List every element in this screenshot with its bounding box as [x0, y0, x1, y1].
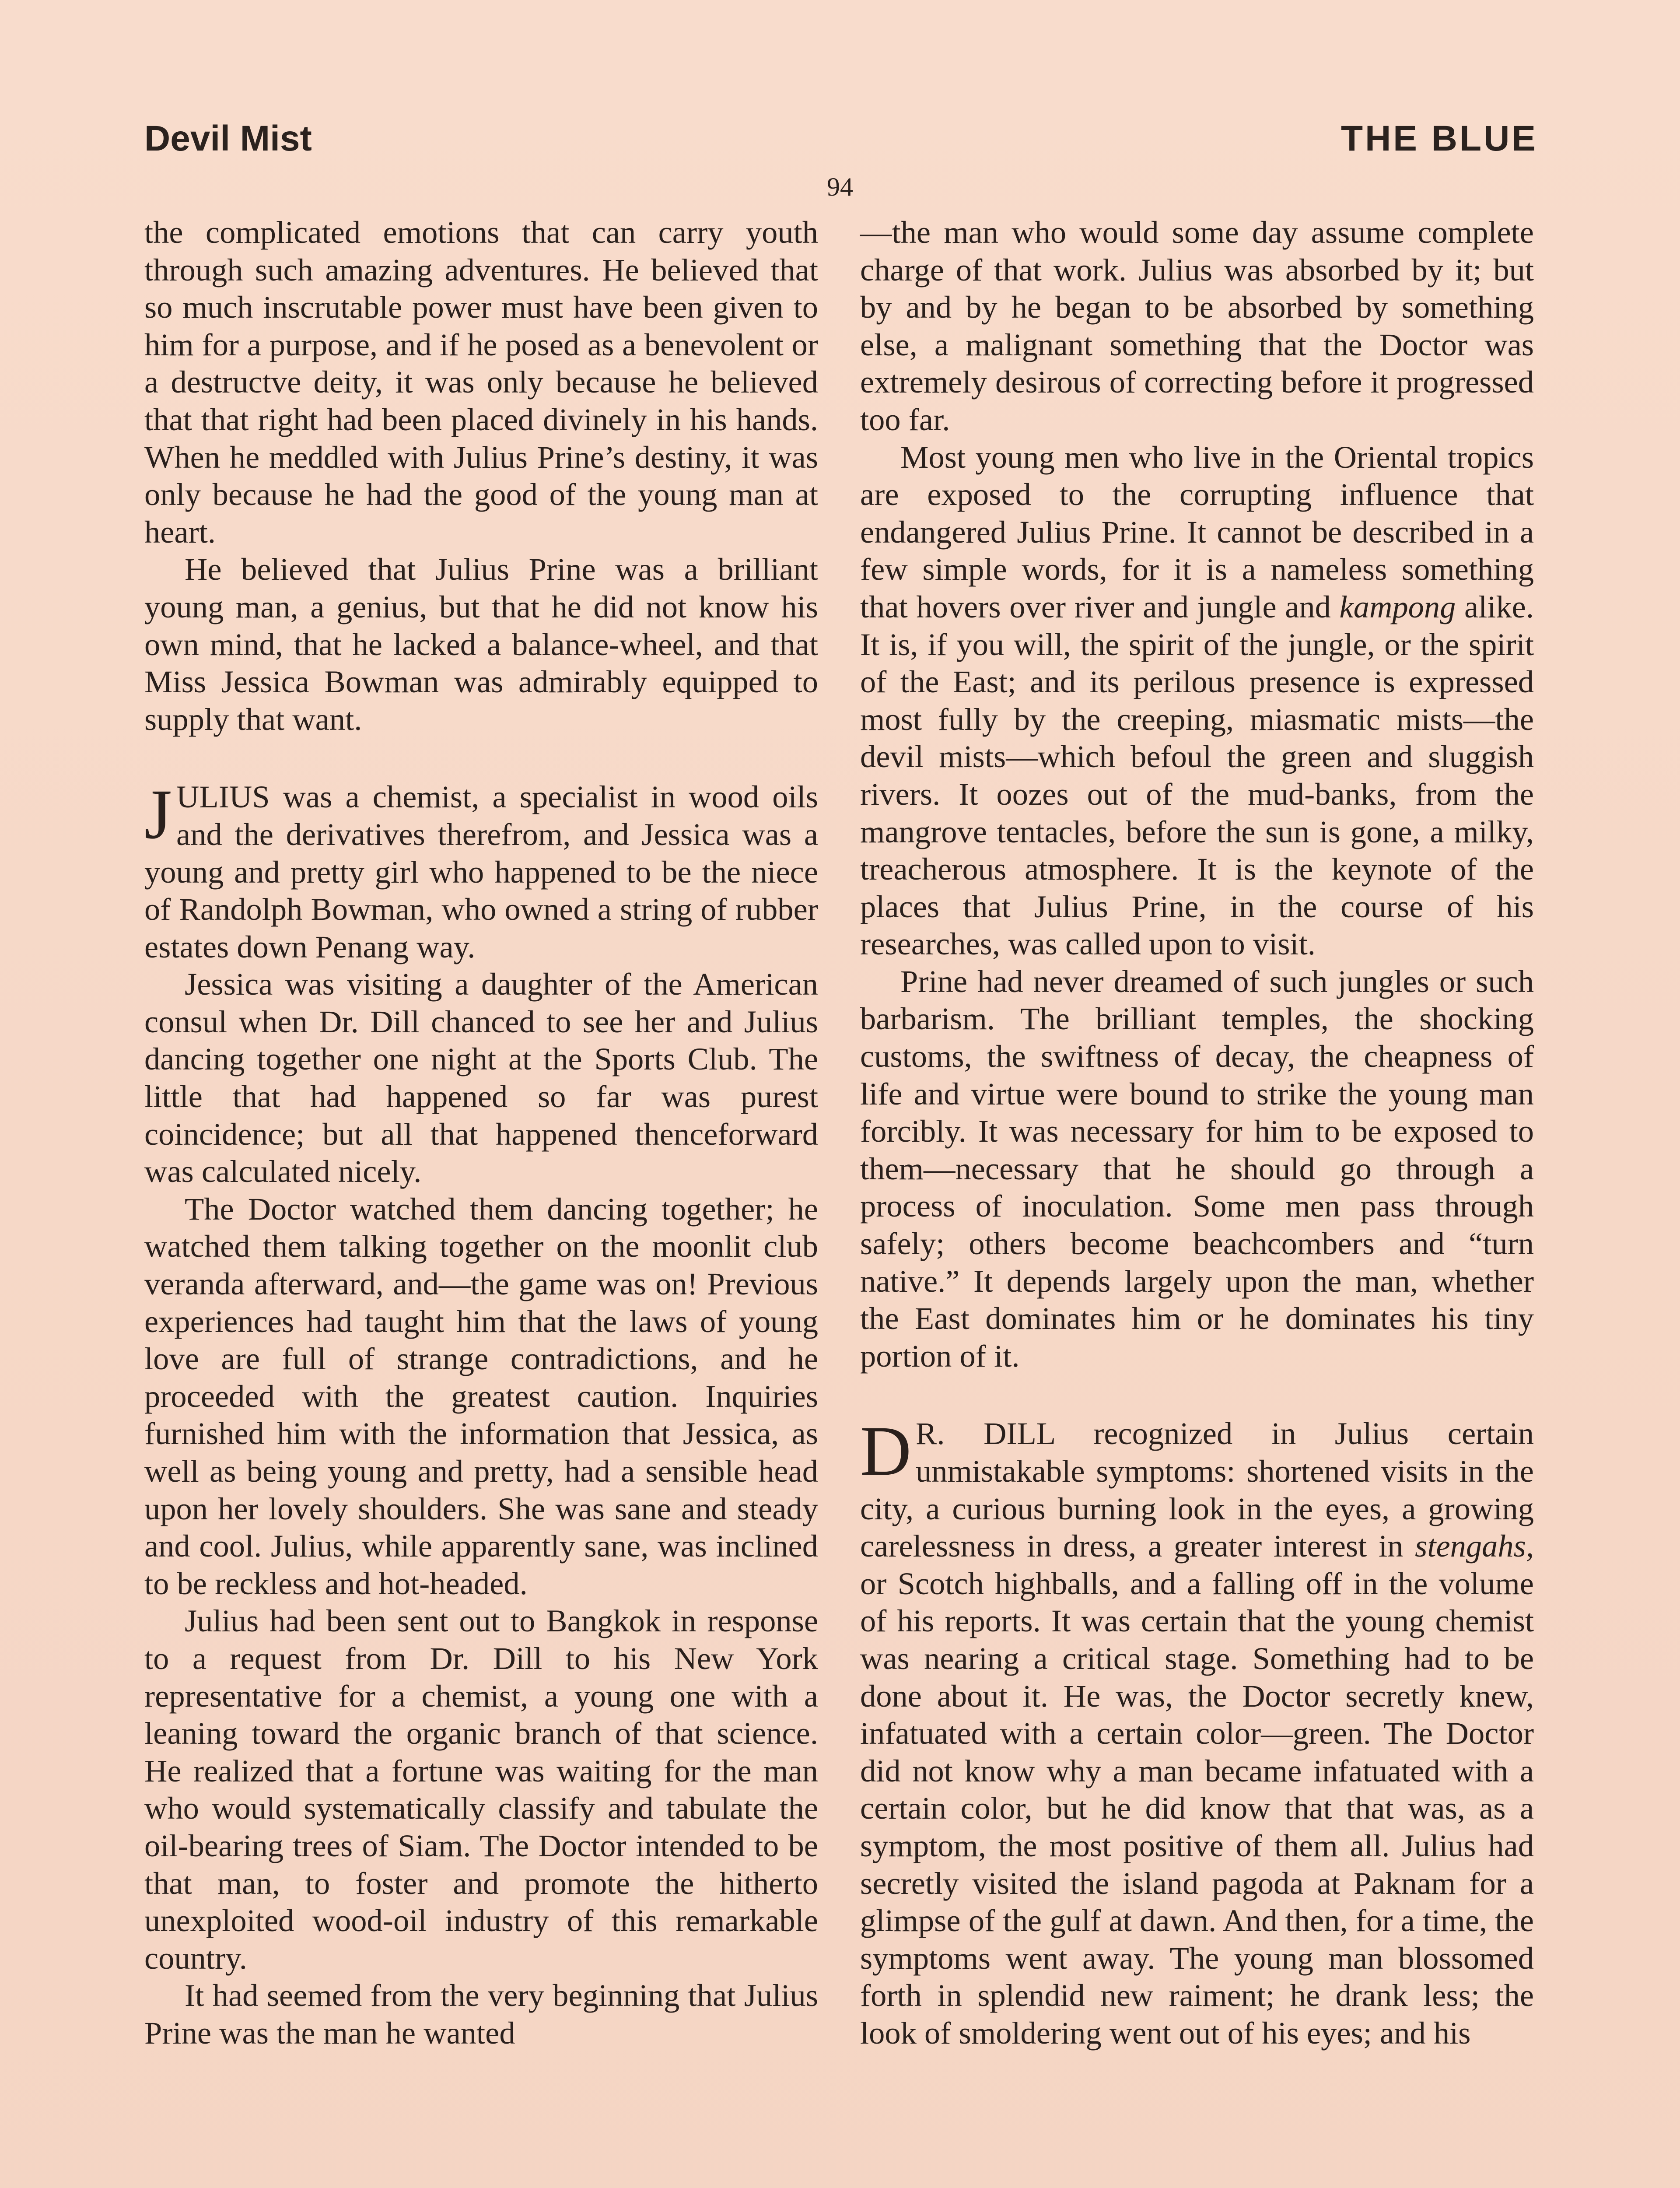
magazine-title: THE BLUE [1341, 119, 1538, 158]
right-column [860, 214, 1534, 2052]
text-run: alike. It is, if you will, the spirit of the jungle, or the spirit of the East; and its perilous presence is expressed most fully by the creeping, miasmatic mists—the devil mists—which befoul the green and sluggish rivers. It oozes out of the mud-banks, from the mangrove tentacles, before the sun is gone, a milky, treacherous atmosphere. It is the keynote of the places that Julius Prine, in the course of his researches, was called upon to visit. [860, 589, 1534, 962]
paragraph: The Doctor watched them dancing together; he watched them talking together on the moonlit club veranda afterward, and—the game was on! Previous experiences had taught him that the laws of young love are full of strange contradictions, and he proceeded with the greatest caution. Inquiries furnished him with the information that Jessica, as well as being young and pretty, had a sensible head upon her lovely shoulders. She was sane and steady and cool. Julius, while apparently sane, was inclined to be reckless and hot-headed. [144, 1191, 818, 1601]
paragraph: Julius had been sent out to Bangkok in response to a request from Dr. Dill to his New York representative for a chemist, a young one with a leaning toward the organic branch of that science. He realized that a fortune was waiting for the man who would systematically classify and tabulate the oil-bearing trees of Siam. The Doctor intended to be that man, to foster and promote the hitherto unexploited wood-oil industry of this remarkable country. [144, 1603, 818, 1976]
text-run: Most young men who live in the Oriental tropics are exposed to the corrupting influence that endangered Julius Prine. It cannot be described in a few simple words, for it is a nameless something that hovers over river and jungle and [860, 439, 1534, 624]
section-text: ULIUS was a chemist, a specialist in wood oils and the derivatives therefrom, and Jessica was a young and pretty girl who happened to be the niece of Randolph Bowman, who owned a string of rubber estates down Penang way. [144, 779, 818, 964]
paragraph: He believed that Julius Prine was a brilliant young man, a genius, but that he did not know his own mind, that he lacked a balance-wheel, and that Miss Jessica Bowman was admirably equipped to supply that want. [144, 551, 818, 737]
left-column [144, 214, 818, 2052]
story-title: Devil Mist [144, 119, 312, 158]
paragraph: the complicated emotions that can carry youth through such amazing adventures. He believed that so much inscrutable power must have been given to him for a purpose, and if he posed as a benevolent or a destructve deity, it was only because he believed that that right had been placed divinely in his hands. When he meddled with Julius Prine’s destiny, it was only because he had the good of the young man at heart. [144, 214, 818, 550]
section-start-paragraph [144, 775, 818, 965]
text-run: or Scotch highballs, and a falling off in the volume of his reports. It was certain that the young chemist was nearing a critical stage. Something had to be done about it. He was, the Doctor secretly knew, infatuated with a certain color—green. The Doctor did not know why a man became infatuated with a certain color, but he did know that that was, as a symptom, the most positive of them all. Julius had secretly visited the island pagoda at Paknam for a glimpse of the gulf at dawn. And then, for a time, the symptoms went away. The young man blossomed forth in splendid new raiment; he drank less; the look of smoldering went out of his eyes; and his [860, 1565, 1534, 2051]
italic-term: stengahs, [1415, 1528, 1534, 1564]
paragraph: Prine had never dreamed of such jungles or such barbarism. The brilliant temples, the shocking customs, the swiftness of decay, the cheapness of life and virtue were bound to strike the young man forcibly. It was necessary for him to be exposed to them—necessary that he should go through a process of inoculation. Some men pass through safely; others become beachcombers and “turn native.” It depends largely upon the man, whether the East dominates him or he dominates his tiny portion of it. [860, 963, 1534, 1374]
section-start-paragraph [860, 1412, 1534, 2051]
drop-cap: D [860, 1412, 911, 1491]
page-number: 94 [827, 172, 853, 201]
text-run: R. DILL recognized in Julius certain unmistakable symptoms: shortened visits in the city, a curious burning look in the eyes, a growing carelessness in dress, a greater interest in [860, 1416, 1534, 1564]
running-header [144, 115, 1538, 163]
drop-cap: J [144, 775, 172, 854]
paragraph: —the man who would some day assume complete charge of that work. Julius was absorbed by it; but by and by he began to be absorbed by something else, a malignant something that the Doctor was extremely desirous of correcting before it progressed too far. [860, 214, 1534, 437]
paragraph: Jessica was visiting a daughter of the American consul when Dr. Dill chanced to see her and Julius dancing together one night at the Sports Club. The little that had happened so far was purest coincidence; but all that happened thenceforward was calculated nicely. [144, 966, 818, 1189]
paragraph [860, 438, 1534, 963]
italic-term: kampong [1339, 589, 1456, 624]
paragraph: It had seemed from the very beginning that Julius Prine was the man he wanted [144, 1978, 818, 2051]
